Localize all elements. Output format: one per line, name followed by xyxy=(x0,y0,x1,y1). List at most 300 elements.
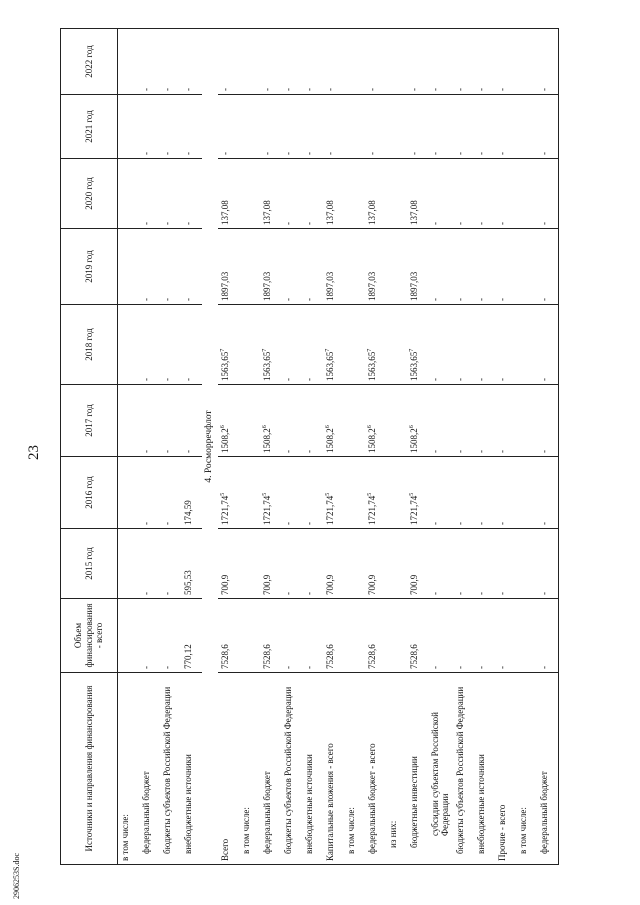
value-cell xyxy=(516,95,537,159)
value-cell xyxy=(428,457,453,529)
value-cell xyxy=(365,305,386,385)
value-text: 7528,6 xyxy=(220,644,230,669)
value-cell xyxy=(281,599,302,673)
value-cell xyxy=(323,29,344,95)
table-row xyxy=(139,29,160,865)
footnote-marker: 5 xyxy=(325,492,331,496)
value-cell xyxy=(323,457,344,529)
value-cell xyxy=(181,159,202,229)
value-text: 1721,74 xyxy=(220,495,230,525)
value-cell xyxy=(160,599,181,673)
value-cell xyxy=(428,159,453,229)
header-cell: 2017 год xyxy=(61,385,118,457)
footnote-marker: 7 xyxy=(325,348,331,352)
value-text: 700,9 xyxy=(367,574,377,595)
value-text: - xyxy=(454,592,465,595)
value-text: - xyxy=(367,152,377,155)
value-cell xyxy=(160,305,181,385)
value-text: - xyxy=(183,298,193,301)
value-text: - xyxy=(162,666,172,669)
value-text: - xyxy=(141,592,151,595)
value-text: - xyxy=(162,522,172,525)
value-text: - xyxy=(162,298,172,301)
value-cell xyxy=(139,229,160,305)
footer-filename: 2906253S.doc xyxy=(12,853,21,899)
value-cell xyxy=(218,305,239,385)
footnote-marker: 5 xyxy=(409,492,415,496)
value-cell xyxy=(260,529,281,599)
value-text: - xyxy=(283,378,293,381)
value-text: - xyxy=(162,222,172,225)
row-label: федеральный бюджет xyxy=(537,673,559,865)
value-cell xyxy=(139,457,160,529)
header-cell: 2021 год xyxy=(61,95,118,159)
value-text: - xyxy=(183,450,193,453)
value-cell xyxy=(428,305,453,385)
value-cell xyxy=(239,385,260,457)
value-text: - xyxy=(454,298,465,301)
value-text: - xyxy=(538,450,549,453)
value-cell xyxy=(160,457,181,529)
value-cell xyxy=(474,229,495,305)
row-label: федеральный бюджет xyxy=(139,673,160,865)
table-row xyxy=(260,29,281,865)
value-text: 1897,03 xyxy=(367,271,377,301)
value-text: - xyxy=(141,450,151,453)
value-cell xyxy=(344,95,365,159)
value-text: 137,08 xyxy=(220,200,230,225)
value-cell xyxy=(118,385,140,457)
value-cell xyxy=(474,95,495,159)
value-cell xyxy=(474,599,495,673)
table-row xyxy=(344,29,365,865)
value-cell xyxy=(386,29,407,95)
value-cell xyxy=(344,229,365,305)
value-text: - xyxy=(283,666,293,669)
value-text: - xyxy=(183,88,193,91)
value-text: 1563,65 xyxy=(409,351,419,381)
value-cell xyxy=(181,385,202,457)
value-text: 7528,6 xyxy=(367,644,377,669)
value-text: - xyxy=(496,298,507,301)
value-cell xyxy=(181,95,202,159)
footnote-marker: 6 xyxy=(409,425,415,429)
value-cell xyxy=(344,385,365,457)
value-cell xyxy=(453,457,474,529)
row-label: Прочие - всего xyxy=(495,673,516,865)
value-text: - xyxy=(141,88,151,91)
footnote-marker: 5 xyxy=(220,492,226,496)
value-cell xyxy=(281,529,302,599)
value-text: - xyxy=(454,450,465,453)
row-label: из них: xyxy=(386,673,407,865)
header-cell: Объем финансирования - всего xyxy=(61,599,118,673)
value-cell xyxy=(160,529,181,599)
value-cell xyxy=(239,95,260,159)
value-cell xyxy=(218,229,239,305)
row-label: внебюджетные источники xyxy=(474,673,495,865)
value-cell xyxy=(160,29,181,95)
value-cell xyxy=(474,29,495,95)
table-row xyxy=(495,29,516,865)
value-cell xyxy=(495,385,516,457)
value-cell xyxy=(386,385,407,457)
value-cell xyxy=(181,529,202,599)
value-cell xyxy=(260,305,281,385)
footnote-marker: 5 xyxy=(262,492,268,496)
value-cell xyxy=(537,385,559,457)
value-cell xyxy=(181,457,202,529)
value-cell xyxy=(323,159,344,229)
value-cell xyxy=(453,29,474,95)
value-cell xyxy=(537,95,559,159)
value-cell xyxy=(453,229,474,305)
value-cell xyxy=(302,305,323,385)
value-cell xyxy=(407,385,428,457)
value-cell xyxy=(537,159,559,229)
value-cell xyxy=(181,305,202,385)
value-text: 1897,03 xyxy=(325,271,335,301)
value-cell xyxy=(260,29,281,95)
value-cell xyxy=(139,529,160,599)
value-cell xyxy=(218,385,239,457)
value-text: - xyxy=(325,88,335,91)
value-text: 137,08 xyxy=(367,200,377,225)
value-cell xyxy=(160,159,181,229)
value-cell xyxy=(495,599,516,673)
table-row xyxy=(218,29,239,865)
value-cell xyxy=(344,159,365,229)
footnote-marker: 6 xyxy=(262,425,268,429)
value-cell xyxy=(344,599,365,673)
value-cell xyxy=(537,599,559,673)
row-label: в том числе: xyxy=(516,673,537,865)
value-text: - xyxy=(454,522,465,525)
table-row xyxy=(302,29,323,865)
value-text: - xyxy=(283,522,293,525)
value-cell xyxy=(428,599,453,673)
value-cell xyxy=(365,229,386,305)
value-text: - xyxy=(141,522,151,525)
value-cell xyxy=(118,229,140,305)
value-text: 700,9 xyxy=(409,574,419,595)
value-cell xyxy=(365,29,386,95)
value-cell xyxy=(407,457,428,529)
value-cell xyxy=(281,457,302,529)
value-cell xyxy=(428,229,453,305)
value-text: - xyxy=(283,222,293,225)
value-text: - xyxy=(475,522,486,525)
value-cell xyxy=(537,229,559,305)
row-label: внебюджетные источники xyxy=(302,673,323,865)
value-text: - xyxy=(183,152,193,155)
value-cell xyxy=(302,229,323,305)
value-text: - xyxy=(496,522,507,525)
footnote-marker: 6 xyxy=(367,425,373,429)
footnote-marker: 7 xyxy=(367,348,373,352)
section-row xyxy=(202,29,218,865)
value-text: - xyxy=(475,152,486,155)
value-cell xyxy=(407,229,428,305)
value-text: - xyxy=(538,666,549,669)
value-cell xyxy=(344,305,365,385)
value-text: - xyxy=(283,152,293,155)
value-text: - xyxy=(538,522,549,525)
value-cell xyxy=(160,95,181,159)
value-cell xyxy=(118,599,140,673)
value-cell xyxy=(386,305,407,385)
value-text: 1721,74 xyxy=(367,495,377,525)
value-cell xyxy=(181,29,202,95)
value-text: - xyxy=(475,592,486,595)
row-label: федеральный бюджет xyxy=(260,673,281,865)
value-cell xyxy=(407,599,428,673)
value-text: - xyxy=(409,88,419,91)
value-text: - xyxy=(496,450,507,453)
value-text: - xyxy=(454,88,465,91)
value-text: - xyxy=(162,450,172,453)
value-text: - xyxy=(430,522,440,525)
value-text: - xyxy=(141,666,151,669)
value-text: - xyxy=(325,152,335,155)
value-text: - xyxy=(283,88,293,91)
value-text: 700,9 xyxy=(325,574,335,595)
page-number: 23 xyxy=(26,445,42,460)
value-cell xyxy=(239,457,260,529)
value-text: - xyxy=(430,450,440,453)
table-row xyxy=(386,29,407,865)
header-cell: 2019 год xyxy=(61,229,118,305)
table-row xyxy=(516,29,537,865)
value-text: - xyxy=(430,88,440,91)
value-text: 7528,6 xyxy=(325,644,335,669)
value-cell xyxy=(281,29,302,95)
footnote-marker: 7 xyxy=(262,348,268,352)
value-cell xyxy=(516,457,537,529)
value-text: - xyxy=(538,88,549,91)
value-text: - xyxy=(496,592,507,595)
value-text: 1508,2 xyxy=(367,428,377,453)
value-cell xyxy=(428,95,453,159)
value-cell xyxy=(495,457,516,529)
value-cell xyxy=(386,457,407,529)
value-text: 700,9 xyxy=(220,574,230,595)
value-cell xyxy=(260,229,281,305)
value-text: - xyxy=(475,298,486,301)
value-cell xyxy=(495,95,516,159)
value-cell xyxy=(386,229,407,305)
value-cell xyxy=(118,95,140,159)
value-cell xyxy=(344,29,365,95)
value-text: - xyxy=(183,222,193,225)
value-cell xyxy=(281,305,302,385)
row-label: бюджеты субъектов Российской Федерации xyxy=(281,673,302,865)
value-cell xyxy=(516,29,537,95)
value-cell xyxy=(118,529,140,599)
table-row xyxy=(323,29,344,865)
value-cell xyxy=(139,159,160,229)
value-cell xyxy=(495,529,516,599)
value-text: - xyxy=(538,152,549,155)
value-text: - xyxy=(304,666,314,669)
row-label: внебюджетные источники xyxy=(181,673,202,865)
value-cell xyxy=(453,159,474,229)
value-text: - xyxy=(220,88,230,91)
table-row xyxy=(160,29,181,865)
value-text: - xyxy=(162,88,172,91)
value-cell xyxy=(474,457,495,529)
value-cell xyxy=(495,29,516,95)
value-cell xyxy=(323,229,344,305)
value-text: 7528,6 xyxy=(409,644,419,669)
row-label: в том числе: xyxy=(344,673,365,865)
value-cell xyxy=(218,457,239,529)
row-label: Капитальные вложения - всего xyxy=(323,673,344,865)
value-cell xyxy=(428,385,453,457)
value-cell xyxy=(323,305,344,385)
value-text: - xyxy=(430,298,440,301)
value-cell xyxy=(302,385,323,457)
row-label: субсидии субъектам Российской Федерации xyxy=(428,673,453,865)
value-cell xyxy=(365,529,386,599)
value-cell xyxy=(516,159,537,229)
header-cell: 2016 год xyxy=(61,457,118,529)
value-cell xyxy=(260,385,281,457)
value-cell xyxy=(537,529,559,599)
value-text: - xyxy=(454,222,465,225)
value-text: 770,12 xyxy=(183,644,193,669)
value-cell xyxy=(537,457,559,529)
value-cell xyxy=(453,305,474,385)
value-text: 1897,03 xyxy=(262,271,272,301)
value-cell xyxy=(260,599,281,673)
table-row xyxy=(365,29,386,865)
value-text: 137,08 xyxy=(262,200,272,225)
value-text: 700,9 xyxy=(262,574,272,595)
value-text: - xyxy=(475,666,486,669)
value-text: 1563,65 xyxy=(367,351,377,381)
value-cell xyxy=(344,529,365,599)
value-cell xyxy=(453,529,474,599)
value-text: - xyxy=(430,592,440,595)
value-cell xyxy=(323,385,344,457)
value-cell xyxy=(281,95,302,159)
value-cell xyxy=(160,229,181,305)
value-cell xyxy=(218,95,239,159)
value-cell xyxy=(516,529,537,599)
value-text: - xyxy=(162,592,172,595)
table-row xyxy=(537,29,559,865)
value-text: - xyxy=(141,378,151,381)
value-text: 595,53 xyxy=(183,570,193,595)
table-row xyxy=(407,29,428,865)
row-label: Всего xyxy=(218,673,239,865)
value-cell xyxy=(516,305,537,385)
value-text: - xyxy=(304,450,314,453)
value-text: - xyxy=(141,222,151,225)
header-cell: 2018 год xyxy=(61,305,118,385)
value-cell xyxy=(323,529,344,599)
value-text: - xyxy=(162,152,172,155)
value-cell xyxy=(281,229,302,305)
value-text: - xyxy=(141,152,151,155)
value-cell xyxy=(239,599,260,673)
header-cell: 2020 год xyxy=(61,159,118,229)
value-cell xyxy=(302,95,323,159)
value-cell xyxy=(453,95,474,159)
value-text: 137,08 xyxy=(325,200,335,225)
value-cell xyxy=(139,599,160,673)
value-text: - xyxy=(538,298,549,301)
table-row xyxy=(474,29,495,865)
table-row xyxy=(239,29,260,865)
value-text: - xyxy=(475,88,486,91)
value-cell xyxy=(453,385,474,457)
value-cell xyxy=(386,529,407,599)
value-text: - xyxy=(454,152,465,155)
value-cell xyxy=(118,457,140,529)
value-cell xyxy=(386,599,407,673)
header-cell: 2015 год xyxy=(61,529,118,599)
table-row xyxy=(181,29,202,865)
footnote-marker: 6 xyxy=(325,425,331,429)
value-text: - xyxy=(262,152,272,155)
value-text: - xyxy=(183,378,193,381)
row-label: федеральный бюджет - всего xyxy=(365,673,386,865)
value-cell xyxy=(239,305,260,385)
value-text: 1563,65 xyxy=(220,351,230,381)
value-cell xyxy=(407,529,428,599)
value-cell xyxy=(260,95,281,159)
value-text: - xyxy=(475,450,486,453)
value-text: 1508,2 xyxy=(325,428,335,453)
value-cell xyxy=(302,29,323,95)
value-cell xyxy=(260,159,281,229)
value-text: 1721,74 xyxy=(262,495,272,525)
value-text: 1721,74 xyxy=(325,495,335,525)
row-label: бюджеты субъектов Российской Федерации xyxy=(160,673,181,865)
value-cell xyxy=(302,159,323,229)
value-text: 174,59 xyxy=(183,500,193,525)
value-text: 7528,6 xyxy=(262,644,272,669)
value-cell xyxy=(302,457,323,529)
value-cell xyxy=(281,385,302,457)
value-text: 1897,03 xyxy=(409,271,419,301)
value-cell xyxy=(407,95,428,159)
value-cell xyxy=(386,159,407,229)
value-text: - xyxy=(220,152,230,155)
value-text: - xyxy=(430,666,440,669)
value-text: 1721,74 xyxy=(409,495,419,525)
value-cell xyxy=(139,385,160,457)
value-cell xyxy=(160,385,181,457)
value-cell xyxy=(218,159,239,229)
value-text: - xyxy=(496,666,507,669)
value-cell xyxy=(474,529,495,599)
value-cell xyxy=(428,529,453,599)
value-cell xyxy=(181,229,202,305)
row-label: бюджеты субъектов Российской Федерации xyxy=(453,673,474,865)
value-cell xyxy=(365,159,386,229)
row-label: в том числе: xyxy=(239,673,260,865)
value-cell xyxy=(407,305,428,385)
footnote-marker: 5 xyxy=(367,492,373,496)
value-text: - xyxy=(304,378,314,381)
value-cell xyxy=(239,229,260,305)
value-cell xyxy=(239,529,260,599)
value-cell xyxy=(407,29,428,95)
value-text: - xyxy=(538,592,549,595)
